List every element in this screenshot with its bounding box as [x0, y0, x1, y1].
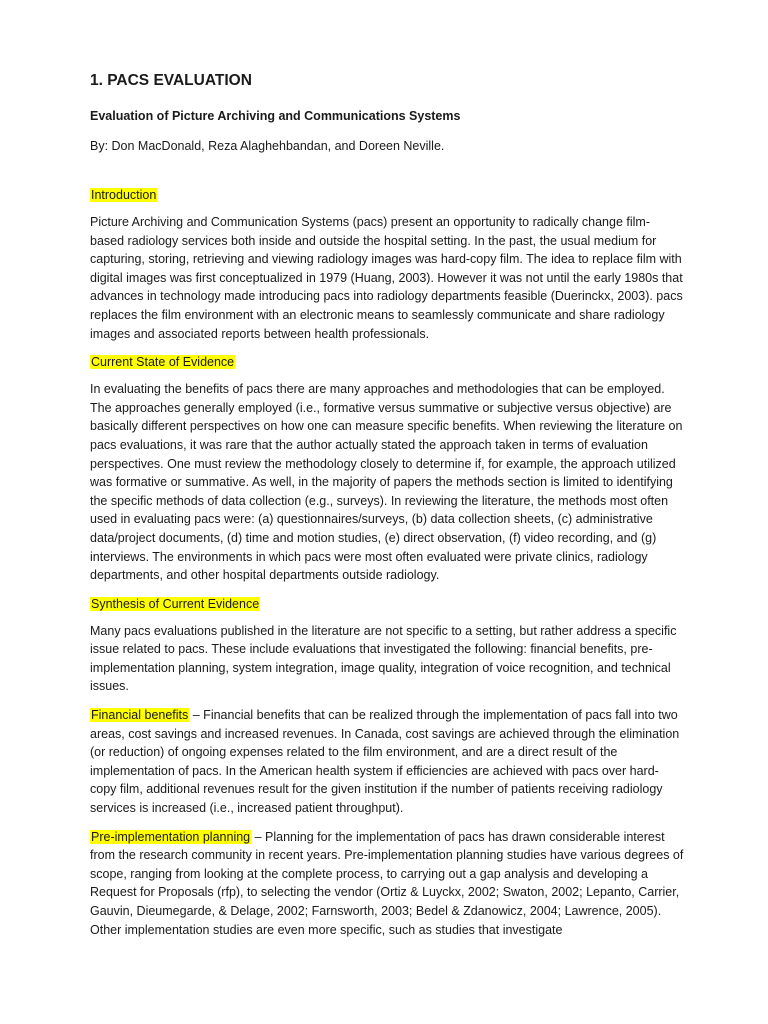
pre-implementation-heading: Pre-implementation planning [91, 829, 251, 844]
highlighted-heading: Synthesis of Current Evidence [91, 596, 260, 611]
financial-benefits-text: – Financial benefits that can be realized through the implementation of pacs fall into two areas, cost savings and increased revenues. In Canada, cost savings are achieved through the elimination (or reduction) of ongoing expenses related to the film environment, and are a direct result of the implementation of pacs. In the American health system if efficiencies are achieved with pacs over hard-copy film, additional revenues result for the given institution if the number of patients receiving radiology services is increased (i.e., increased patient throughput). [90, 708, 680, 816]
highlighted-heading: Introduction [91, 188, 157, 202]
pre-implementation-paragraph [90, 828, 684, 940]
author-byline: By: Don MacDonald, Reza Alaghehbandan, and Doreen Neville. [90, 139, 445, 153]
introduction-paragraph: Picture Archiving and Communication Systems (pacs) present an opportunity to radically change film-based radiology services both inside and outside the hospital setting. In the past, the usual medium for capturing, storing, retrieving and viewing radiology images was hard-copy film. The idea to replace film with digital images was first conceptualized in 1979 (Huang, 2003). However it was not until the early 1980s that advances in technology made introducing pacs into radiology departments feasible (Duerinckx, 2003). pacs replaces the film environment with an electronic means to seamlessly communicate and share radiology images and associated reports between health professionals. [90, 215, 683, 341]
document-subtitle: Evaluation of Picture Archiving and Communications Systems [90, 109, 461, 123]
pre-implementation-text: – Planning for the implementation of pacs has drawn considerable interest from the research community in recent years. Pre-implementation planning studies have various degrees of scope, ranging from looking at the complete process, to carrying out a gap analysis and developing a Request for Proposals (rfp), to selecting the vendor (Ortiz & Luyckx, 2002; Swaton, 2002; Lepanto, Carrier, Gauvin, Dieumegarde, & Delage, 2002; Farnsworth, 2003; Bedel & Zdanowicz, 2004; Lawrence, 2005). Other implementation studies are even more specific, such as studies that investigate [90, 829, 684, 937]
financial-benefits-paragraph [90, 706, 684, 818]
section-heading-synthesis [90, 595, 684, 614]
highlighted-heading: Current State of Evidence [91, 355, 235, 370]
section-heading-introduction [90, 186, 684, 205]
current-state-paragraph: In evaluating the benefits of pacs there are many approaches and methodologies that can be employed. The approaches generally employed (i.e., formative versus summative or subjective versus objective) are basically different perspectives on how one can measure specific benefits. When reviewing the literature on pacs evaluations, it was rare that the author actually stated the approach taken in terms of evaluation perspectives. One must review the methodology closely to determine if, for example, the approach utilized was formative or summative. As well, in the majority of papers the methods section is limited to identifying the specific methods of data collection (e.g., surveys). In reviewing the literature, the methods most often used in evaluating pacs were: (a) questionnaires/surveys, (b) data collection sheets, (c) administrative data/project documents, (d) time and motion studies, (e) direct observation, (f) video recording, and (g) interviews. The environments in which pacs were most often evaluated were private clinics, radiology departments, and other hospital departments outside radiology. [90, 382, 683, 583]
synthesis-paragraph: Many pacs evaluations published in the literature are not specific to a setting, but rather address a specific issue related to pacs. These include evaluations that investigated the following: financial benefits, pre-implementation planning, system integration, image quality, integration of voice recognition, and technical issues. [90, 623, 677, 694]
financial-benefits-heading: Financial benefits [91, 708, 189, 723]
document-title: 1. PACS EVALUATION [90, 72, 252, 89]
section-heading-current-state [90, 353, 684, 372]
